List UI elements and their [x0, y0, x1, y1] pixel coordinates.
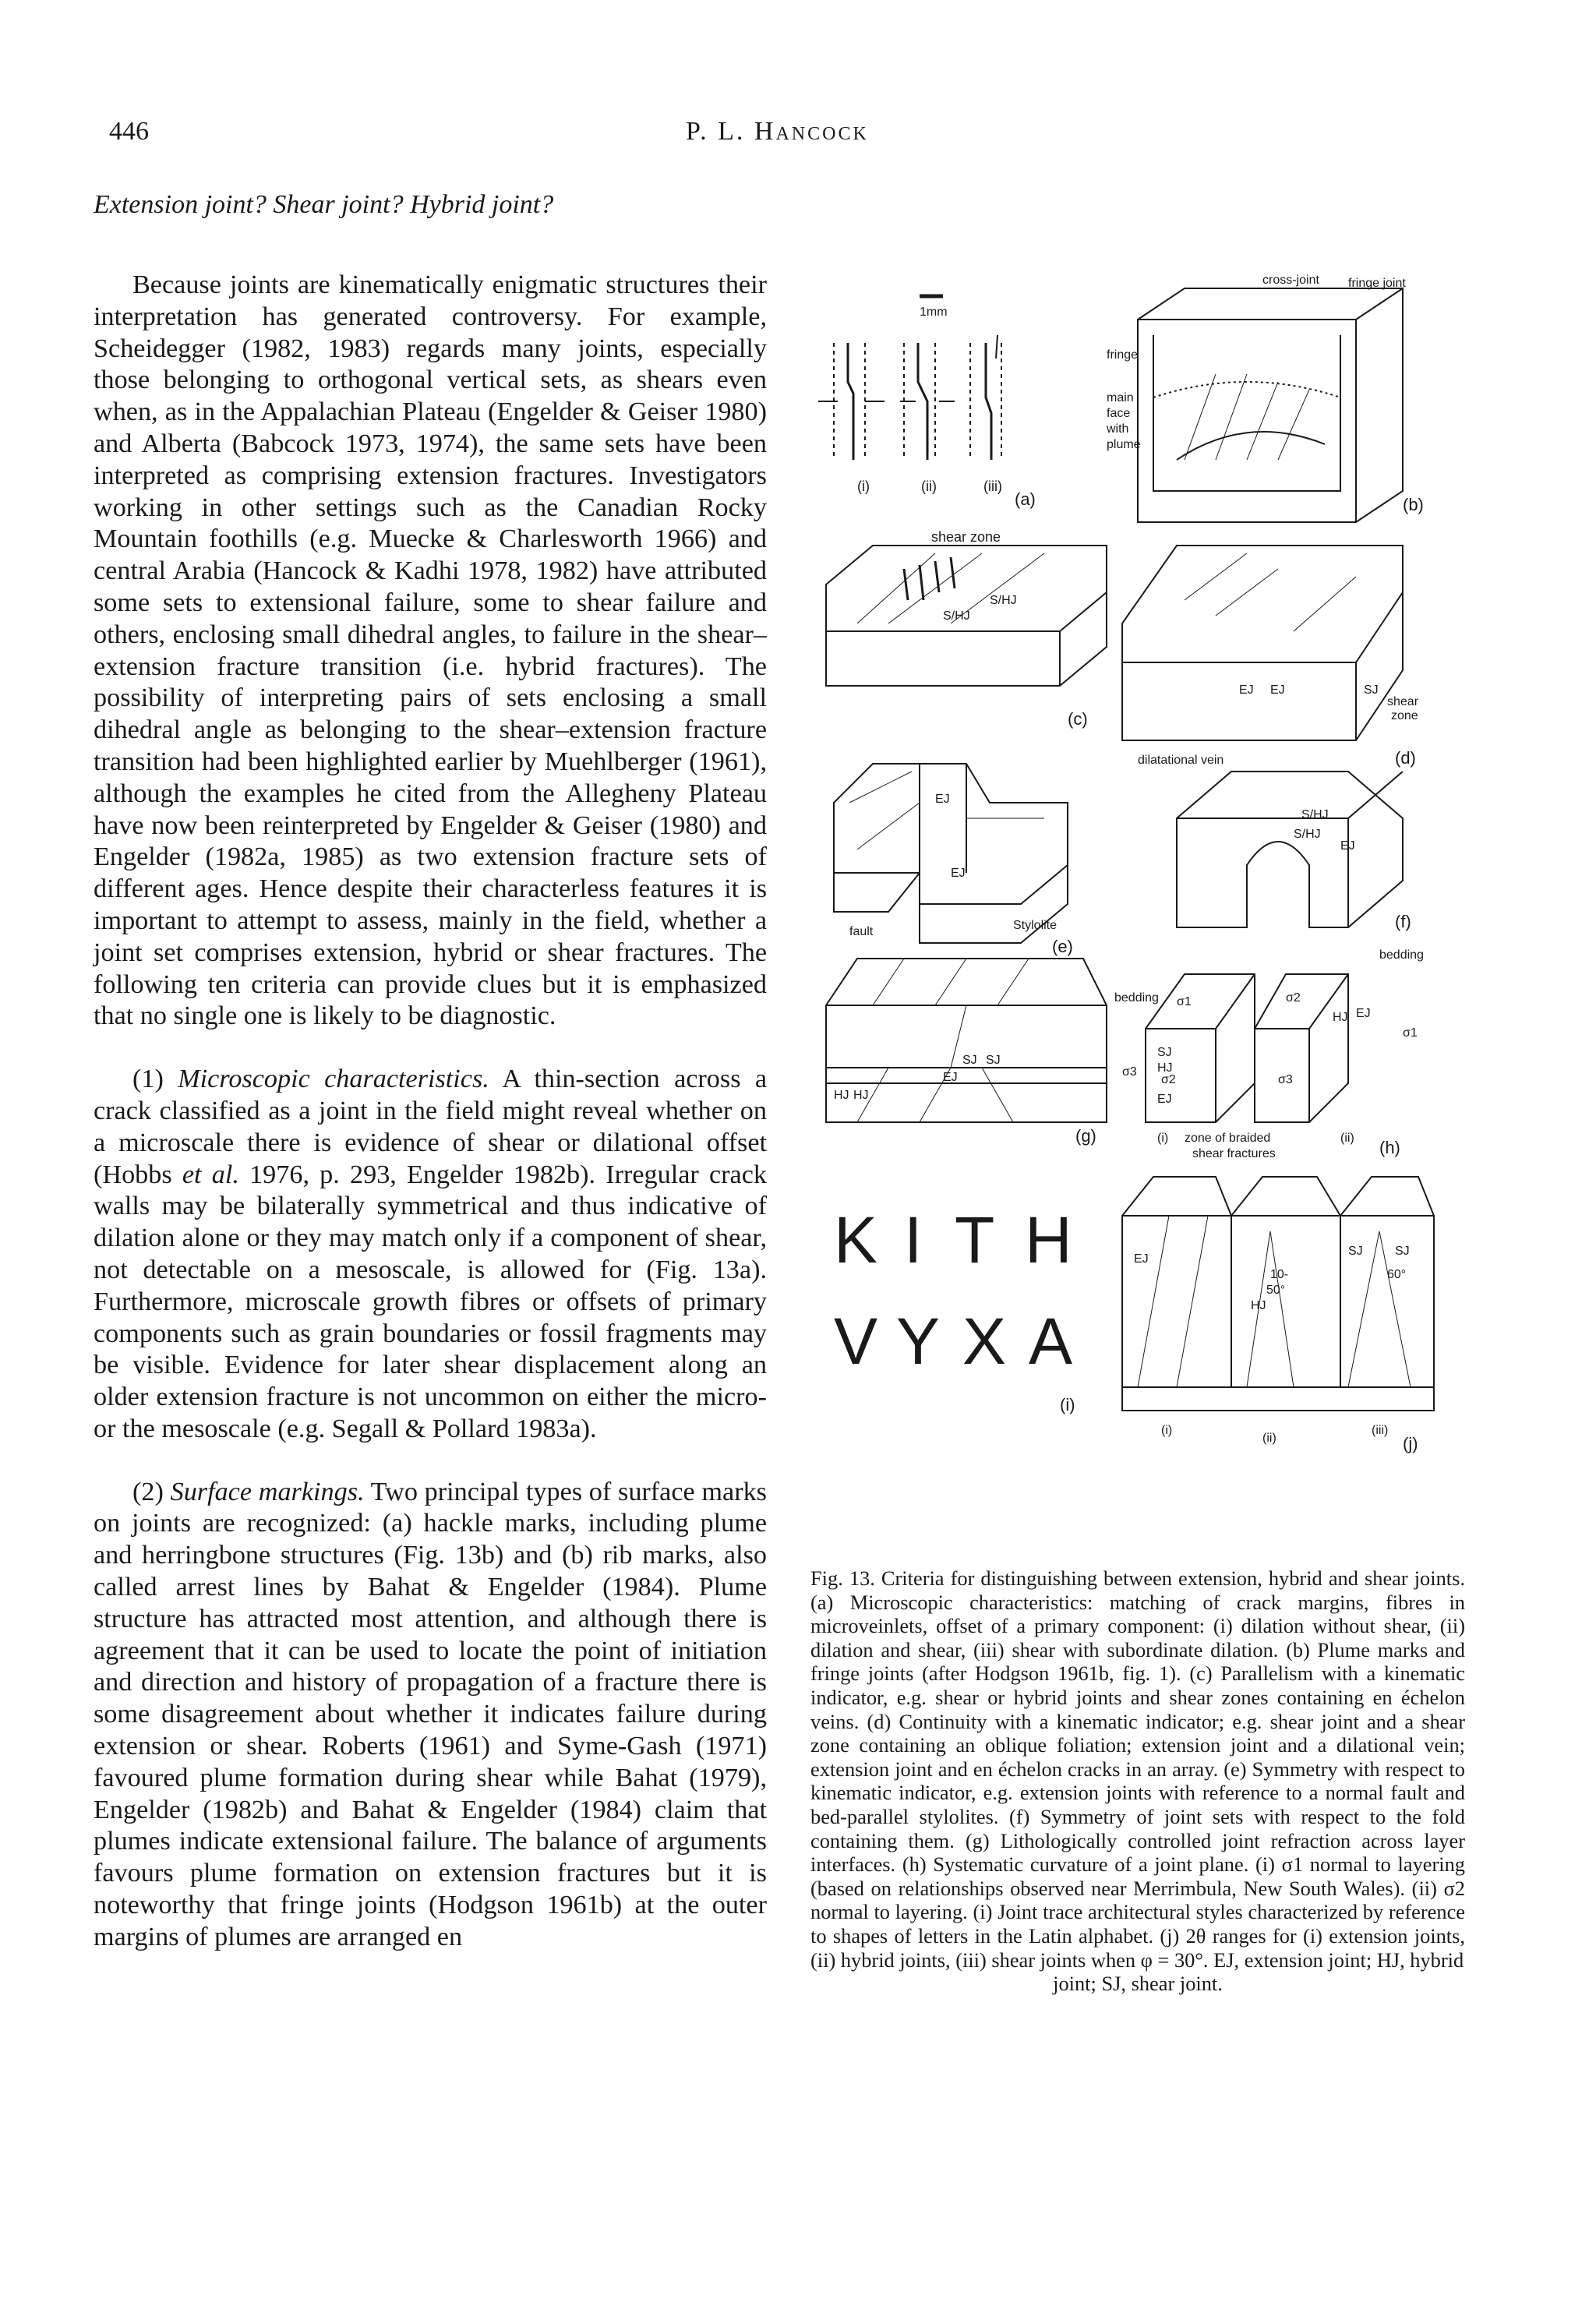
- hj-label-1: HJ: [1157, 1061, 1173, 1075]
- paragraph-surface-markings: [94, 1477, 767, 1954]
- panel-h-sub-ii: (ii): [1340, 1132, 1354, 1145]
- shear-zone-label: shear zone: [931, 529, 1001, 545]
- caption-end: joint; SJ, shear joint.: [1053, 1972, 1223, 1996]
- panel-a-sub-iii: (iii): [983, 479, 1002, 494]
- panel-c-letter: (c): [1068, 709, 1088, 729]
- sigma2-label-a: σ2: [1286, 991, 1301, 1005]
- sj-label: SJ: [1157, 1046, 1172, 1059]
- panel-i: [834, 1203, 1075, 1414]
- panel-f-letter: (f): [1395, 912, 1411, 931]
- panel-h-letter: (h): [1379, 1138, 1400, 1157]
- ej-label-1: EJ: [935, 793, 950, 806]
- braided-label-2: shear fractures: [1192, 1147, 1276, 1160]
- braided-label-1: zone of braided: [1185, 1132, 1271, 1145]
- ej-label: EJ: [943, 1071, 958, 1084]
- ej-label-2: EJ: [1270, 683, 1285, 697]
- angle-label-1a: 10-: [1270, 1268, 1289, 1281]
- paragraph-text: Two principal types of surface marks on joints are recognized: (a) hackle marks, including plume and herringbone structures (Fig. 13b) and (b) rib marks, also called arrest lines by Bahat & Engelder (1984). Plume structure has attracted most attention, and although there is agreement that it can be used to locate the point of initiation and direction and history of propagation of a fracture there is some disagreement about whether it indicates failure during extension or shear. Roberts (1961) and Syme-Gash (1971) favoured plume formation during shear while Bahat (1979), Engelder (1982b) and Bahat & Engelder (1984) claim that plumes indicate extensional failure. The balance of arguments favours plume formation on extension fractures but it is noteworthy that fringe joints (Hodgson 1961b) at the outer margins of plumes are arranged en: [94, 1477, 767, 1951]
- panel-g-letter: (g): [1075, 1126, 1096, 1146]
- sj-label: SJ: [1364, 683, 1379, 697]
- ej-label: EJ: [1340, 839, 1355, 853]
- sigma3-label-b: σ3: [1278, 1073, 1293, 1086]
- letter-x: X: [962, 1305, 1007, 1378]
- fault-label: fault: [849, 925, 874, 938]
- sj-label-1: SJ: [962, 1054, 977, 1067]
- sigma3-label-a: σ3: [1122, 1065, 1137, 1079]
- letter-i: I: [904, 1203, 923, 1277]
- panel-j-sub-ii: (ii): [1262, 1432, 1276, 1445]
- angle-label-1b: 50°: [1266, 1284, 1286, 1297]
- letter-y: Y: [896, 1305, 941, 1378]
- panel-h: [1114, 948, 1424, 1160]
- ej-label-2: EJ: [951, 867, 966, 880]
- fringe-joint-label: fringe joint: [1348, 277, 1406, 290]
- hj-label-2: HJ: [1333, 1011, 1348, 1024]
- sj-label-1: SJ: [1348, 1245, 1363, 1258]
- panel-e-letter: (e): [1052, 937, 1073, 956]
- sigma2-label-b: σ2: [1161, 1073, 1176, 1086]
- shj-label-2: S/HJ: [1294, 828, 1321, 841]
- paragraph-microscopic: [94, 1064, 767, 1446]
- shear-zone-label-1: shear: [1387, 695, 1419, 708]
- panel-a: [818, 296, 1036, 509]
- letter-t: T: [955, 1203, 995, 1277]
- panel-j-sub-i: (i): [1161, 1424, 1173, 1437]
- figure-13-drawing: [810, 257, 1449, 1504]
- main-face-label-1: main: [1107, 391, 1134, 404]
- panel-d: [1122, 546, 1419, 768]
- sj-label-2: SJ: [986, 1054, 1001, 1067]
- sj-label-2: SJ: [1395, 1245, 1410, 1258]
- cross-joint-label: cross-joint: [1262, 274, 1319, 287]
- panel-f: [1177, 772, 1411, 931]
- shj-label-1: S/HJ: [1301, 808, 1329, 821]
- panel-j-sub-iii: (iii): [1372, 1424, 1389, 1437]
- fringe-label: fringe: [1107, 348, 1139, 362]
- body-text-column: [94, 187, 767, 1985]
- scale-bar-label: 1mm: [920, 305, 948, 319]
- panel-h-sub-i: (i): [1157, 1132, 1169, 1145]
- caption-text: Fig. 13. Criteria for distinguishing between extension, hybrid and shear joints. (a) Microscopic characteristics: matching of crack margins, fibres in microveinlets, offset of a primary component: (i) dilation without shear, (ii) dilation and shear, (iii) shear with subordinate dilation. (b) Plume marks and fringe joints (after Hodgson 1961b, fig. 1). (c) Parallelism with a kinematic indicator, e.g. shear or hybrid joints and shear zones containing en échelon veins. (d) Continuity with a kinematic indicator; e.g. shear joint and a shear zone containing an oblique foliation; extension joint and a dilational vein; extension joint and en échelon cracks in an array. (e) Symmetry with respect to kinematic indicator, e.g. extension joints with reference to a normal fault and bed-parallel stylolites. (f) Symmetry of joint sets with respect to the fold containing them. (g) Lithologically controlled joint refraction across layer interfaces. (h) Systematic curvature of a joint plane. (i) σ1 normal to layering (based on relationships observed near Merrimbula, New South Wales). (ii) σ2 normal to layering. (i) Joint trace architectural styles characterized by reference to shapes of letters in the Latin alphabet. (j) 2θ ranges for (i) extension joints, (ii) hybrid joints, (iii) shear joints when φ = 30°. EJ, extension joint; HJ, hybrid: [810, 1566, 1465, 1972]
- criterion-number: (2): [132, 1477, 171, 1506]
- paragraph-text: A thin-section across a crack classified as a joint in the field might reveal whether on a microscale there is evidence of shear or dilational offset (Hobbs: [94, 1065, 767, 1189]
- et-al: et al.: [182, 1160, 239, 1189]
- ej-label: EJ: [1134, 1252, 1149, 1266]
- section-heading: Extension joint? Shear joint? Hybrid joint?: [94, 190, 554, 219]
- panel-g: [826, 959, 1107, 1146]
- page-number: 446: [109, 117, 149, 146]
- bedding-label-1: bedding: [1114, 991, 1159, 1005]
- shear-zone-label-2: zone: [1391, 709, 1418, 722]
- ej-label-1: EJ: [1239, 683, 1254, 697]
- panel-a-letter: (a): [1015, 489, 1036, 509]
- ej-label-1: EJ: [1157, 1093, 1172, 1106]
- letter-a: A: [1029, 1305, 1073, 1378]
- panel-j: [1122, 1177, 1434, 1453]
- panel-d-letter: (d): [1395, 748, 1416, 768]
- panel-b-letter: (b): [1403, 495, 1424, 514]
- ej-label-2: EJ: [1356, 1007, 1371, 1020]
- figure-caption: [810, 1566, 1465, 1996]
- panel-b: [1106, 274, 1424, 522]
- criterion-title: Microscopic characteristics.: [178, 1065, 489, 1094]
- page-header: [109, 117, 1574, 164]
- criterion-number: (1): [132, 1065, 178, 1094]
- panel-c: [826, 529, 1107, 729]
- main-face-label-2: face: [1107, 407, 1131, 420]
- main-face-label-4: plume: [1107, 438, 1141, 451]
- paragraph-text: 1976, p. 293, Engelder 1982b). Irregular crack walls may be bilaterally symmetrical and thus indicative of dilation alone or they may match only if a component of shear, not detectable on a mesoscale, is allowed for (Fig. 13a). Furthermore, microscale growth fibres or offsets of primary components such as grain boundaries or fossil fragments may be visible. Evidence for later shear displacement along an older extension fracture is not uncommon on either the micro- or the mesoscale (e.g. Segall & Pollard 1983a).: [94, 1160, 767, 1443]
- panel-a-sub-ii: (ii): [921, 479, 937, 494]
- dilatational-vein-label: dilatational vein: [1138, 754, 1224, 767]
- panel-e: [834, 764, 1073, 956]
- bedding-label-2: bedding: [1379, 948, 1424, 962]
- sigma1-label-a: σ1: [1177, 995, 1192, 1008]
- paragraph-intro: Because joints are kinematically enigmatic structures their interpretation has generated controversy. For example, Scheidegger (1982, 1983) regards many joints, especially those belonging to orthogonal vertical sets, as shears even when, as in the Appalachian Plateau (Engelder & Geiser 1980) and Alberta (Babcock 1973, 1974), the same sets have been interpreted as comprising extension fractures. Investigators working in other settings such as the Canadian Rocky Mountain foothills (e.g. Muecke & Charlesworth 1966) and central Arabia (Hancock & Kadhi 1978, 1982) have attributed some sets to extensional failure, some to shear failure and others, enclosing small dihedral angles, to failure in the shear–extension fracture transition (i.e. hybrid fractures). The possibility of interpreting pairs of sets enclosing a small dihedral angle as belonging to the shear–extension fracture transition had been highlighted earlier by Muehlberger (1961), although the examples he cited from the Allegheny Plateau have now been reinterpreted by Engelder & Geiser (1980) and Engelder (1982a, 1985) as two extension fracture sets of different ages. Hence despite their characterless features it is important to attempt to assess, mainly in the field, whether a joint set comprises extension, hybrid or shear fractures. The following ten criteria can provide clues but it is emphasized that no single one is likely to be diagnostic.: [94, 270, 767, 1031]
- letter-h: H: [1025, 1203, 1072, 1277]
- panel-a-sub-i: (i): [857, 479, 870, 494]
- panel-i-letter: (i): [1060, 1395, 1075, 1414]
- panel-j-letter: (j): [1403, 1434, 1418, 1453]
- sigma1-label-b: σ1: [1403, 1026, 1418, 1040]
- running-head: P. L. Hancock: [686, 117, 869, 146]
- hj-label: HJ: [1251, 1299, 1266, 1312]
- stylolite-label: Stylolite: [1013, 919, 1058, 932]
- angle-label-2: 60°: [1387, 1268, 1407, 1281]
- figure-13: [810, 257, 1434, 1504]
- shj-label-1: S/HJ: [990, 594, 1017, 607]
- hj-label-1: HJ: [834, 1089, 849, 1102]
- criterion-title: Surface markings.: [170, 1477, 365, 1506]
- hj-label-2: HJ: [853, 1089, 869, 1102]
- letter-k: K: [834, 1203, 878, 1277]
- shj-label-2: S/HJ: [943, 609, 970, 623]
- letter-v: V: [834, 1305, 878, 1378]
- main-face-label-3: with: [1107, 422, 1129, 436]
